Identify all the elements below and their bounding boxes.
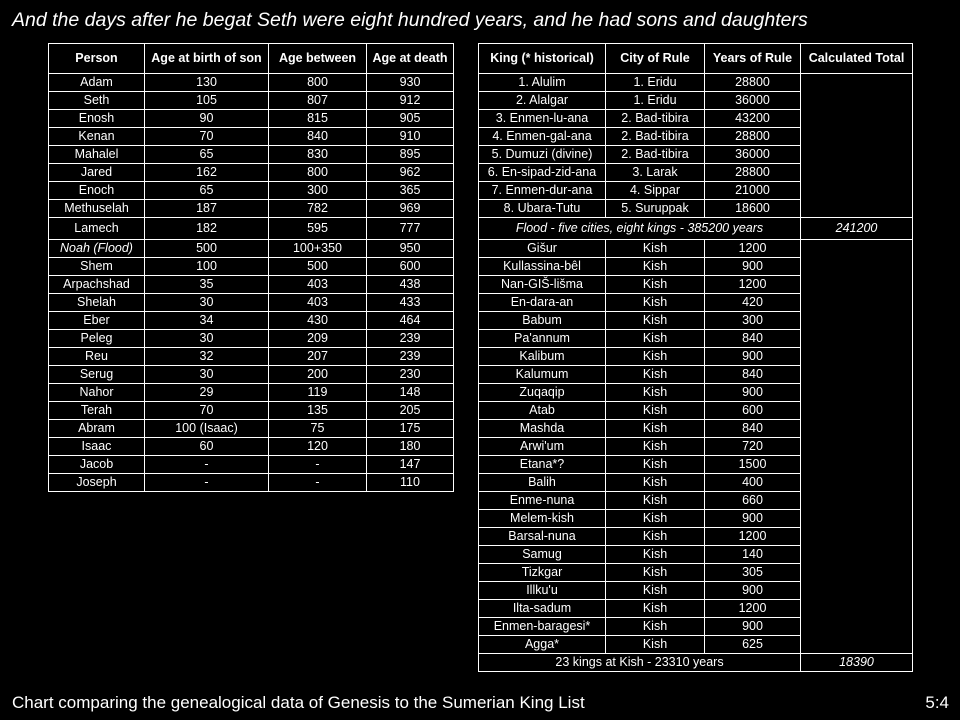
table-cell: Mashda: [479, 420, 606, 438]
table-row: [49, 312, 454, 330]
flood-summary-row: [479, 218, 913, 240]
table-cell: 930: [367, 74, 454, 92]
table-cell: 1. Eridu: [606, 74, 705, 92]
table-cell: 1500: [705, 456, 801, 474]
table-cell: En-dara-an: [479, 294, 606, 312]
king-list-header-row: [479, 44, 913, 74]
table-cell: 180: [367, 438, 454, 456]
table-cell: Adam: [49, 74, 145, 92]
table-cell: 205: [367, 402, 454, 420]
table-cell: 110: [367, 474, 454, 492]
table-row: [49, 348, 454, 366]
table-cell: Enoch: [49, 182, 145, 200]
table-cell: -: [145, 474, 269, 492]
table-row: [49, 402, 454, 420]
table-cell: Kish: [606, 600, 705, 618]
column-header: Years of Rule: [705, 44, 801, 74]
table-cell: Tizkgar: [479, 564, 606, 582]
table-cell: 895: [367, 146, 454, 164]
table-row: [49, 384, 454, 402]
table-cell: Kish: [606, 420, 705, 438]
table-row: [49, 92, 454, 110]
table-cell: 840: [705, 366, 801, 384]
table-cell: Kish: [606, 492, 705, 510]
table-row: [49, 218, 454, 240]
table-cell: Kish: [606, 438, 705, 456]
table-cell: 962: [367, 164, 454, 182]
table-cell: 182: [145, 218, 269, 240]
table-cell: 32: [145, 348, 269, 366]
table-cell: 969: [367, 200, 454, 218]
table-cell: Kish: [606, 276, 705, 294]
column-header: Age between: [269, 44, 367, 74]
table-cell: 600: [367, 258, 454, 276]
table-cell: 36000: [705, 146, 801, 164]
column-header: City of Rule: [606, 44, 705, 74]
table-cell: 200: [269, 366, 367, 384]
table-row: [49, 128, 454, 146]
table-cell: Atab: [479, 402, 606, 420]
slide-caption: Chart comparing the genealogical data of Genesis to the Sumerian King List: [12, 693, 585, 712]
table-row: [49, 276, 454, 294]
table-cell: 830: [269, 146, 367, 164]
table-row: [479, 74, 913, 92]
table-cell: Lamech: [49, 218, 145, 240]
table-cell: 148: [367, 384, 454, 402]
page-number: 5:4: [925, 693, 949, 712]
genesis-table: [48, 43, 454, 492]
table-cell: 230: [367, 366, 454, 384]
table-cell: 187: [145, 200, 269, 218]
table-cell: 2. Alalgar: [479, 92, 606, 110]
table-cell: 65: [145, 146, 269, 164]
table-cell: Kish: [606, 618, 705, 636]
table-cell: 905: [367, 110, 454, 128]
table-cell: 900: [705, 348, 801, 366]
table-row: [49, 110, 454, 128]
table-cell: Methuselah: [49, 200, 145, 218]
table-cell: 912: [367, 92, 454, 110]
table-cell: Shem: [49, 258, 145, 276]
king-list-table: [478, 43, 913, 672]
table-cell: 90: [145, 110, 269, 128]
table-cell: Eber: [49, 312, 145, 330]
table-cell: 430: [269, 312, 367, 330]
table-cell: 625: [705, 636, 801, 654]
table-cell: Arpachshad: [49, 276, 145, 294]
table-row: [49, 366, 454, 384]
table-row: [49, 258, 454, 276]
table-cell: Kish: [606, 258, 705, 276]
table-row: [49, 438, 454, 456]
table-cell: 910: [367, 128, 454, 146]
table-cell: 815: [269, 110, 367, 128]
genesis-header-row: [49, 44, 454, 74]
table-cell: 720: [705, 438, 801, 456]
table-cell: 600: [705, 402, 801, 420]
table-cell: Peleg: [49, 330, 145, 348]
table-cell: Jacob: [49, 456, 145, 474]
table-cell: 28800: [705, 164, 801, 182]
table-row: [49, 294, 454, 312]
table-cell: -: [269, 474, 367, 492]
table-cell: 900: [705, 510, 801, 528]
table-cell: Shelah: [49, 294, 145, 312]
table-cell: 1200: [705, 528, 801, 546]
table-cell: 34: [145, 312, 269, 330]
table-cell: 100+350: [269, 240, 367, 258]
table-cell: Isaac: [49, 438, 145, 456]
table-cell: 5. Suruppak: [606, 200, 705, 218]
table-cell: Kish: [606, 582, 705, 600]
table-cell: Pa'annum: [479, 330, 606, 348]
table-row: [49, 182, 454, 200]
table-cell: 400: [705, 474, 801, 492]
table-row: [49, 74, 454, 92]
table-cell: Kish: [606, 294, 705, 312]
table-cell: 18600: [705, 200, 801, 218]
table-cell: Kalumum: [479, 366, 606, 384]
column-header: Age at death: [367, 44, 454, 74]
table-cell: Balih: [479, 474, 606, 492]
table-cell: 207: [269, 348, 367, 366]
table-cell: Etana*?: [479, 456, 606, 474]
table-row: [49, 164, 454, 182]
table-cell: Kullassina-bêl: [479, 258, 606, 276]
table-cell: 1. Eridu: [606, 92, 705, 110]
table-cell: Enosh: [49, 110, 145, 128]
table-cell: 900: [705, 258, 801, 276]
table-cell: 840: [705, 420, 801, 438]
table-cell: 2. Bad-tibira: [606, 128, 705, 146]
table-cell: 403: [269, 276, 367, 294]
table-cell: 800: [269, 164, 367, 182]
table-cell: 60: [145, 438, 269, 456]
table-cell: 29: [145, 384, 269, 402]
table-cell: 30: [145, 366, 269, 384]
table-cell: 120: [269, 438, 367, 456]
table-cell: Jared: [49, 164, 145, 182]
table-cell: 35: [145, 276, 269, 294]
table-cell: 464: [367, 312, 454, 330]
table-cell: Kish: [606, 546, 705, 564]
table-cell: Enmen-baragesi*: [479, 618, 606, 636]
table-cell: 36000: [705, 92, 801, 110]
table-cell: 140: [705, 546, 801, 564]
table-cell: 2. Bad-tibira: [606, 146, 705, 164]
calculated-total-cell: [801, 74, 913, 218]
table-cell: Enme-nuna: [479, 492, 606, 510]
table-row: [49, 474, 454, 492]
table-cell: Kish: [606, 240, 705, 258]
table-row: [49, 146, 454, 164]
table-cell: 807: [269, 92, 367, 110]
table-cell: 3. Enmen-lu-ana: [479, 110, 606, 128]
table-cell: 1200: [705, 240, 801, 258]
table-cell: 135: [269, 402, 367, 420]
table-row: [49, 456, 454, 474]
table-cell: 840: [705, 330, 801, 348]
table-cell: 100 (Isaac): [145, 420, 269, 438]
table-cell: 777: [367, 218, 454, 240]
table-cell: -: [145, 456, 269, 474]
table-cell: Kenan: [49, 128, 145, 146]
table-cell: Babum: [479, 312, 606, 330]
table-cell: 782: [269, 200, 367, 218]
table-cell: 28800: [705, 128, 801, 146]
table-cell: Nahor: [49, 384, 145, 402]
table-cell: 8. Ubara-Tutu: [479, 200, 606, 218]
table-cell: 420: [705, 294, 801, 312]
table-cell: 595: [269, 218, 367, 240]
column-header: Age at birth of son: [145, 44, 269, 74]
kish-summary: 23 kings at Kish - 23310 years: [479, 654, 801, 672]
column-header: Person: [49, 44, 145, 74]
table-cell: Agga*: [479, 636, 606, 654]
table-cell: 4. Sippar: [606, 182, 705, 200]
table-cell: 433: [367, 294, 454, 312]
table-cell: 305: [705, 564, 801, 582]
table-cell: 2. Bad-tibira: [606, 110, 705, 128]
table-cell: Barsal-nuna: [479, 528, 606, 546]
table-cell: 800: [269, 74, 367, 92]
table-cell: 239: [367, 330, 454, 348]
table-cell: 70: [145, 402, 269, 420]
table-cell: 7. Enmen-dur-ana: [479, 182, 606, 200]
table-cell: 4. Enmen-gal-ana: [479, 128, 606, 146]
table-cell: Melem-kish: [479, 510, 606, 528]
table-row: [49, 420, 454, 438]
table-cell: 950: [367, 240, 454, 258]
table-cell: 500: [145, 240, 269, 258]
table-cell: 130: [145, 74, 269, 92]
table-cell: Gišur: [479, 240, 606, 258]
table-cell: Terah: [49, 402, 145, 420]
table-cell: 119: [269, 384, 367, 402]
table-cell: Nan-GIŠ-lišma: [479, 276, 606, 294]
calculated-total-cell: [801, 240, 913, 654]
table-cell: 70: [145, 128, 269, 146]
table-cell: 660: [705, 492, 801, 510]
table-cell: Samug: [479, 546, 606, 564]
table-cell: Joseph: [49, 474, 145, 492]
table-cell: 209: [269, 330, 367, 348]
table-cell: 162: [145, 164, 269, 182]
table-cell: 1. Alulim: [479, 74, 606, 92]
table-cell: 900: [705, 582, 801, 600]
table-cell: 147: [367, 456, 454, 474]
flood-calculated-total: 241200: [801, 218, 913, 240]
table-cell: 28800: [705, 74, 801, 92]
table-cell: 900: [705, 384, 801, 402]
table-cell: Kalibum: [479, 348, 606, 366]
table-cell: Noah (Flood): [49, 240, 145, 258]
table-cell: 365: [367, 182, 454, 200]
table-row: [49, 240, 454, 258]
table-cell: Kish: [606, 384, 705, 402]
table-cell: 3. Larak: [606, 164, 705, 182]
table-cell: Kish: [606, 564, 705, 582]
table-cell: -: [269, 456, 367, 474]
table-row: [49, 200, 454, 218]
column-header: King (* historical): [479, 44, 606, 74]
table-cell: Serug: [49, 366, 145, 384]
table-cell: Kish: [606, 402, 705, 420]
table-cell: Arwi'um: [479, 438, 606, 456]
table-cell: Illku'u: [479, 582, 606, 600]
table-cell: 500: [269, 258, 367, 276]
slide-title: And the days after he begat Seth were eight hundred years, and he had sons and daughters: [12, 9, 808, 31]
table-cell: 75: [269, 420, 367, 438]
table-cell: 30: [145, 294, 269, 312]
table-cell: Abram: [49, 420, 145, 438]
table-cell: 175: [367, 420, 454, 438]
table-cell: 239: [367, 348, 454, 366]
table-cell: Seth: [49, 92, 145, 110]
table-cell: 403: [269, 294, 367, 312]
table-cell: 6. En-sipad-zid-ana: [479, 164, 606, 182]
table-cell: Kish: [606, 510, 705, 528]
table-cell: 438: [367, 276, 454, 294]
table-row: [479, 240, 913, 258]
table-cell: 65: [145, 182, 269, 200]
table-row: [49, 330, 454, 348]
table-cell: Kish: [606, 528, 705, 546]
flood-summary: Flood - five cities, eight kings - 385200 years: [479, 218, 801, 240]
table-cell: 300: [705, 312, 801, 330]
table-cell: Reu: [49, 348, 145, 366]
column-header: Calculated Total: [801, 44, 913, 74]
table-cell: Kish: [606, 330, 705, 348]
table-cell: Kish: [606, 366, 705, 384]
table-cell: Kish: [606, 474, 705, 492]
table-cell: Kish: [606, 456, 705, 474]
table-cell: 900: [705, 618, 801, 636]
table-cell: Kish: [606, 636, 705, 654]
table-cell: 21000: [705, 182, 801, 200]
table-cell: Ilta-sadum: [479, 600, 606, 618]
table-cell: 30: [145, 330, 269, 348]
table-cell: Kish: [606, 312, 705, 330]
table-cell: 1200: [705, 600, 801, 618]
table-cell: 100: [145, 258, 269, 276]
kish-calculated-total: 18390: [801, 654, 913, 672]
table-cell: 5. Dumuzi (divine): [479, 146, 606, 164]
table-cell: 1200: [705, 276, 801, 294]
table-cell: Mahalel: [49, 146, 145, 164]
table-cell: 43200: [705, 110, 801, 128]
table-cell: 105: [145, 92, 269, 110]
table-cell: Zuqaqip: [479, 384, 606, 402]
table-cell: 300: [269, 182, 367, 200]
kish-summary-row: [479, 654, 913, 672]
table-cell: 840: [269, 128, 367, 146]
table-cell: Kish: [606, 348, 705, 366]
